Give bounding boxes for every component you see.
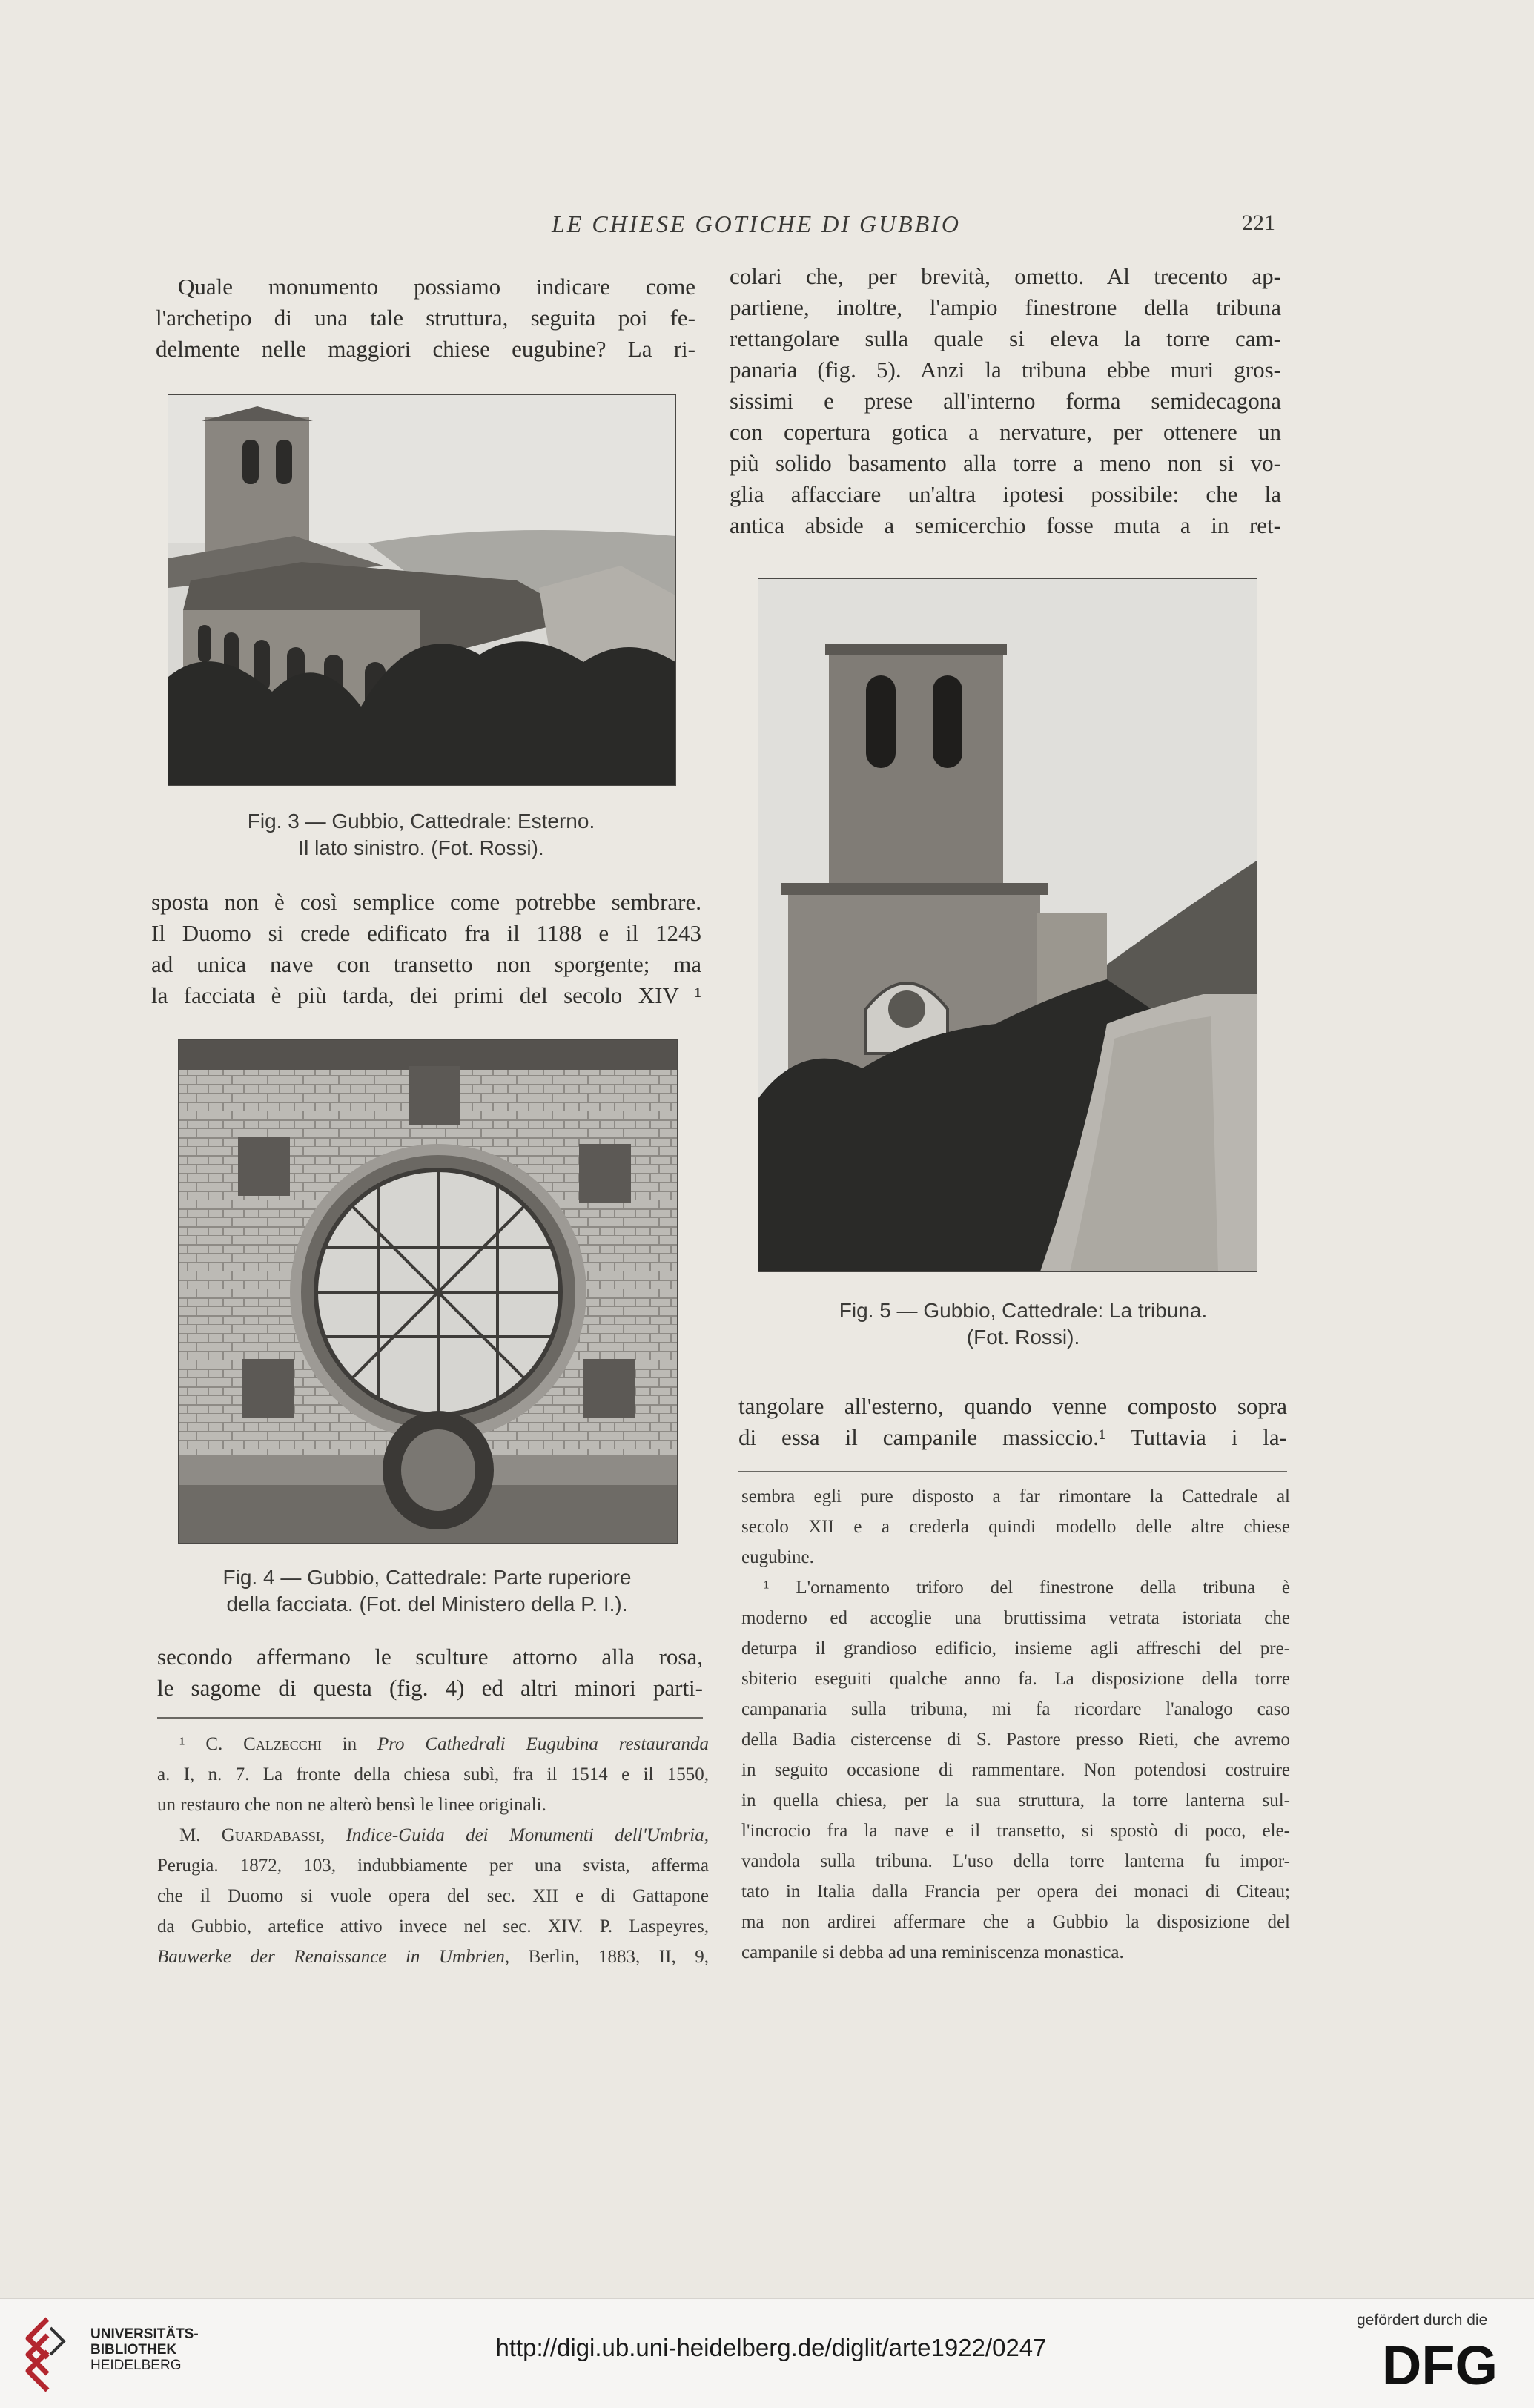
running-title: LE CHIESE GOTICHE DI GUBBIO — [551, 211, 962, 237]
caption-line: della facciata. (Fot. del Ministero della P. I.). — [226, 1592, 628, 1615]
caption-line: Il lato sinistro. (Fot. Rossi). — [298, 836, 544, 859]
right-footnotes — [741, 1481, 1290, 1968]
footnote-line: moderno ed accoglie una bruttissima vetrata istoriata che — [741, 1608, 1290, 1628]
footnote-line: che il Duomo si vuole opera del sec. XII e di Gattapone — [157, 1886, 709, 1906]
text-line: tangolare all'esterno, quando venne composto sopra — [738, 1393, 1287, 1419]
footnote-line: un restauro che non ne alterò bensì le linee originali. — [157, 1795, 546, 1815]
text-line: l'archetipo di una tale struttura, seguita poi fe- — [156, 305, 695, 331]
caption-line: Fig. 5 — Gubbio, Cattedrale: La tribuna. — [839, 1299, 1208, 1322]
text-line: Il Duomo si crede edificato fra il 1188 e il 1243 — [151, 920, 701, 946]
footnote-line: ma non ardirei affermare che a Gubbio la disposizione del — [741, 1912, 1290, 1932]
text-line: delmente nelle maggiori chiese eugubine? La ri- — [156, 336, 695, 362]
text-line: partiene, inoltre, l'ampio finestrone della tribuna — [730, 294, 1281, 320]
library-name-line: HEIDELBERG — [90, 2358, 182, 2373]
footnote-line: sbiterio eseguiti qualche anno fa. La disposizione della torre — [741, 1669, 1290, 1689]
text-line: Quale monumento possiamo indicare come — [178, 274, 695, 300]
footnote-line: campanile si debba ad una reminiscenza monastica. — [741, 1942, 1124, 1962]
fig3-caption — [168, 808, 675, 861]
fig4-photo — [178, 1039, 678, 1544]
caption-line: Fig. 4 — Gubbio, Cattedrale: Parte ruperiore — [222, 1566, 632, 1589]
footnote-line: campanaria sulla tribuna, mi fa ricordare l'analogo caso — [741, 1699, 1290, 1719]
left-footnotes — [157, 1729, 709, 1972]
footnote-line: ¹ C. Calzecchi in Pro Cathedrali Eugubina restauranda — [179, 1734, 709, 1754]
footnote-line: deturpa il grandioso edificio, insieme agli affreschi del pre- — [741, 1638, 1290, 1658]
text-line: glia affacciare un'altra ipotesi possibile: che la — [730, 481, 1281, 507]
footnote-line: da Gubbio, artefice attivo invece nel sec. XIV. P. Laspeyres, — [157, 1916, 709, 1936]
footnote-line: tato in Italia dalla Francia per opera dei monaci di Citeau; — [741, 1882, 1290, 1902]
text-line: panaria (fig. 5). Anzi la tribuna ebbe muri gros- — [730, 357, 1281, 383]
text-line: con copertura gotica a nervature, per ottenere un — [730, 419, 1281, 445]
footnote-line: ¹ L'ornamento triforo del finestrone della tribuna è — [764, 1578, 1290, 1598]
page-number: 221 — [1242, 211, 1275, 235]
footnote-line: sembra egli pure disposto a far rimontare la Cattedrale al — [741, 1486, 1290, 1506]
footnote-line: in seguito occasione di rammentare. Non potendosi costruire — [741, 1760, 1290, 1780]
footnote-line: Perugia. 1872, 103, indubbiamente per una svista, afferma — [157, 1856, 709, 1876]
footnote-line: l'incrocio fra la nave e il transetto, si spostò di poco, ele- — [741, 1821, 1290, 1841]
right-end-paragraph — [738, 1391, 1287, 1453]
footnote-line: vandola sulla tribuna. L'uso della torre lanterna fu impor- — [741, 1851, 1290, 1871]
text-line: sissimi e prese all'interno forma semidecagona — [730, 388, 1281, 414]
caption-line: (Fot. Rossi). — [966, 1326, 1080, 1349]
text-line: di essa il campanile massiccio.¹ Tuttavia i la- — [738, 1424, 1287, 1450]
text-line: rettangolare sulla quale si eleva la torre cam- — [730, 325, 1281, 351]
footnote-line: in quella chiesa, per la sua struttura, la torre lanterna sul- — [741, 1790, 1290, 1810]
library-name[interactable] — [90, 2326, 199, 2373]
right-footnote-rule — [738, 1471, 1287, 1472]
left-intro-paragraph — [156, 271, 695, 365]
text-line: ad unica nave con transetto non sporgente; ma — [151, 951, 701, 977]
funded-by-label: gefördert durch die — [1357, 2312, 1488, 2329]
text-line: antica abside a semicerchio fosse muta a in ret- — [730, 512, 1281, 538]
text-line: più solido basamento alla torre a meno non si vo- — [730, 450, 1281, 476]
text-line: le sagome di questa (fig. 4) ed altri minori parti- — [157, 1675, 703, 1701]
left-middle-paragraph — [151, 887, 701, 1011]
dfg-logo-text: DFG — [1381, 2337, 1498, 2390]
text-line: secondo affermano le sculture attorno alla rosa, — [157, 1644, 703, 1670]
library-name-line: UNIVERSITÄTS- — [90, 2326, 199, 2342]
fig3-photo — [168, 394, 676, 786]
footnote-line: a. I, n. 7. La fronte della chiesa subì, fra il 1514 e il 1550, — [157, 1764, 709, 1784]
footnote-line: Bauwerke der Renaissance in Umbrien, Berlin, 1883, II, 9, — [157, 1947, 710, 1967]
dfg-logo-icon — [1366, 2337, 1514, 2390]
fig4-caption — [168, 1564, 687, 1618]
library-logo-icon[interactable] — [18, 2313, 77, 2393]
left-end-paragraph — [157, 1641, 703, 1704]
fig5-photo — [758, 578, 1257, 1272]
footnote-line: secolo XII e a crederla quindi modello delle altre chiese — [741, 1517, 1290, 1537]
library-name-line: BIBLIOTHEK — [90, 2342, 177, 2358]
right-top-paragraph — [730, 261, 1281, 541]
dfg-logo[interactable] — [1366, 2337, 1514, 2390]
footnote-line: della Badia cistercense di S. Pastore presso Rieti, che avremo — [741, 1730, 1290, 1750]
text-line: la facciata è più tarda, dei primi del secolo XIV ¹ — [151, 982, 701, 1008]
caption-line: Fig. 3 — Gubbio, Cattedrale: Esterno. — [247, 810, 595, 833]
page-url-link[interactable]: http://digi.ub.uni-heidelberg.de/diglit/arte1922/0247 — [495, 2334, 1047, 2361]
footnote-line: M. Guardabassi, Indice-Guida dei Monumenti dell'Umbria, — [179, 1825, 709, 1845]
text-line: colari che, per brevità, ometto. Al trecento ap- — [730, 263, 1281, 289]
left-footnote-rule — [157, 1717, 703, 1719]
fig5-caption — [771, 1297, 1275, 1351]
text-line: sposta non è così semplice come potrebbe sembrare. — [151, 889, 701, 915]
footnote-line: eugubine. — [741, 1547, 814, 1567]
